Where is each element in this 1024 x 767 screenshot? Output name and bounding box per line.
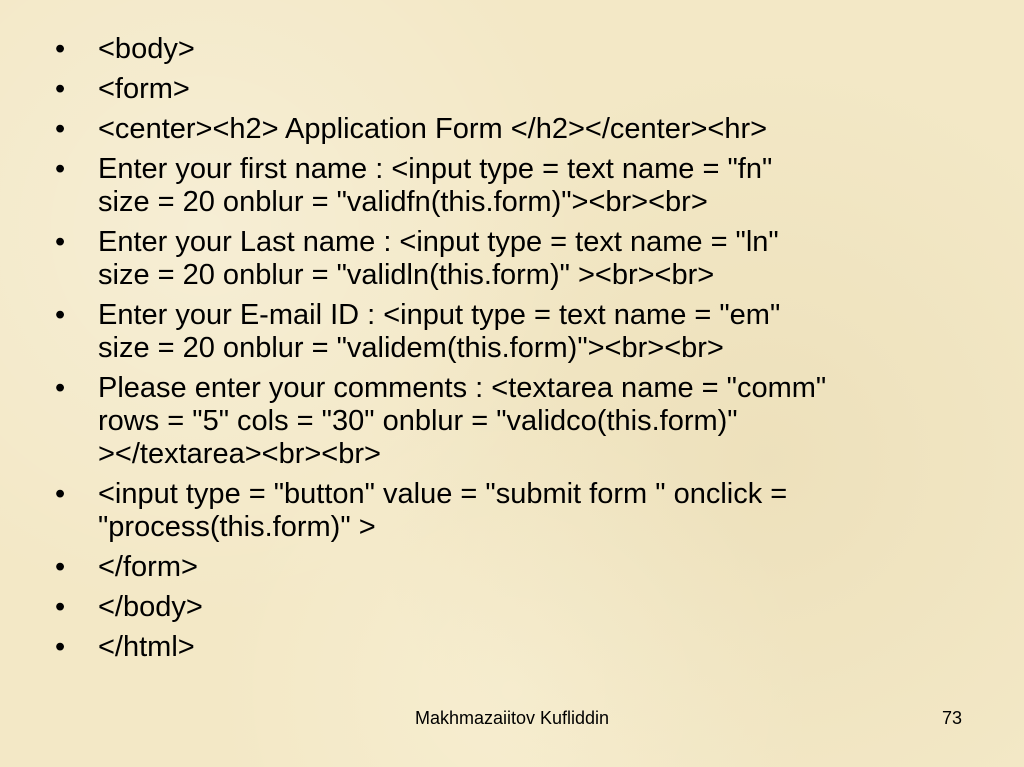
bullet-icon: • — [55, 478, 66, 510]
bullet-item — [55, 33, 985, 66]
bullet-text: Enter your E-mail ID : <input type = text name = "em" size = 20 onblur = "validem(this.form)"><br><br> — [98, 299, 781, 364]
bullet-text: Enter your first name : <input type = text name = "fn" size = 20 onblur = "validfn(this.form)"><br><br> — [98, 153, 773, 218]
bullet-text: <body> — [98, 33, 195, 65]
bullet-icon: • — [55, 226, 66, 258]
page-number: 73 — [942, 708, 963, 728]
footer-author: Makhmazaiitov Kufliddin — [414, 708, 610, 728]
bullet-text: </body> — [98, 591, 203, 623]
bullet-icon: • — [55, 591, 66, 623]
bullet-item — [55, 113, 985, 146]
bullet-item — [55, 551, 985, 584]
bullet-item — [55, 226, 985, 292]
bullet-item — [55, 591, 985, 624]
bullet-icon: • — [55, 551, 66, 583]
bullet-icon: • — [55, 113, 66, 145]
bullet-item — [55, 153, 985, 219]
bullet-item — [55, 73, 985, 106]
bullet-item — [55, 299, 985, 365]
bullet-item — [55, 631, 985, 664]
slide-content — [55, 33, 985, 671]
bullet-icon: • — [55, 299, 66, 331]
bullet-icon: • — [55, 153, 66, 185]
bullet-text: Please enter your comments : <textarea name = "comm" rows = "5" cols = "30" onblur = "validco(this.form)" ></textarea><br><br> — [98, 372, 827, 470]
bullet-list — [55, 33, 985, 664]
bullet-icon: • — [55, 33, 66, 65]
bullet-icon: • — [55, 73, 66, 105]
bullet-text: Enter your Last name : <input type = text name = "ln" size = 20 onblur = "validln(this.form)" ><br><br> — [98, 226, 779, 291]
bullet-item — [55, 478, 985, 544]
bullet-icon: • — [55, 372, 66, 404]
bullet-text: <center><h2> Application Form </h2></center><hr> — [98, 113, 768, 145]
bullet-item — [55, 372, 985, 471]
bullet-text: </html> — [98, 631, 195, 663]
bullet-text: </form> — [98, 551, 198, 583]
bullet-text: <form> — [98, 73, 190, 105]
bullet-text: <input type = "button" value = "submit form " onclick = "process(this.form)" > — [98, 478, 788, 543]
bullet-icon: • — [55, 631, 66, 663]
